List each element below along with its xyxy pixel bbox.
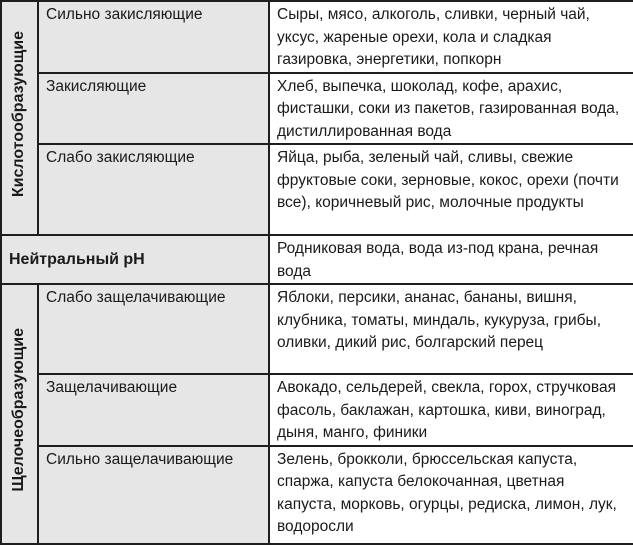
table-row [1,235,633,284]
table-row [1,446,633,544]
category-cell: Сильно защелачивающие [38,446,269,544]
acid-group-label [1,1,38,235]
neutral-category-cell: Нейтральный pH [1,235,269,284]
foods-cell: Родниковая вода, вода из-под крана, речная вода [269,235,633,284]
alkaline-group-label [1,284,38,544]
category-cell: Слабо закисляющие [38,144,269,235]
category-cell: Защелачивающие [38,374,269,446]
table-row [1,374,633,446]
table-row [1,73,633,145]
foods-cell: Сыры, мясо, алкоголь, сливки, черный чай, уксус, жареные орехи, кола и сладкая газировка, энергетики, попкорн [269,1,633,73]
table-row [1,284,633,374]
category-cell: Сильно закисляющие [38,1,269,73]
foods-cell: Яйца, рыба, зеленый чай, сливы, свежие фруктовые соки, зерновые, кокос, орехи (почти все), коричневый рис, молочные продукты [269,144,633,235]
acid-group-text: Кислотообразующие [10,31,28,198]
category-cell: Закисляющие [38,73,269,145]
foods-cell: Авокадо, сельдерей, свекла, горох, стручковая фасоль, баклажан, картошка, киви, виноград, дыня, манго, финики [269,374,633,446]
alkaline-group-text: Щелочеобразующие [10,328,28,492]
foods-cell: Хлеб, выпечка, шоколад, кофе, арахис, фисташки, соки из пакетов, газированная вода, дистиллированная вода [269,73,633,145]
table-row [1,144,633,235]
category-cell: Слабо защелачивающие [38,284,269,374]
foods-cell: Зелень, брокколи, брюссельская капуста, спаржа, капуста белокочанная, цветная капуста, морковь, огурцы, редиска, лимон, лук, водоросли [269,446,633,544]
table-row [1,1,633,73]
foods-cell: Яблоки, персики, ананас, бананы, вишня, клубника, томаты, миндаль, кукуруза, грибы, оливки, дикий рис, болгарский перец [269,284,633,374]
